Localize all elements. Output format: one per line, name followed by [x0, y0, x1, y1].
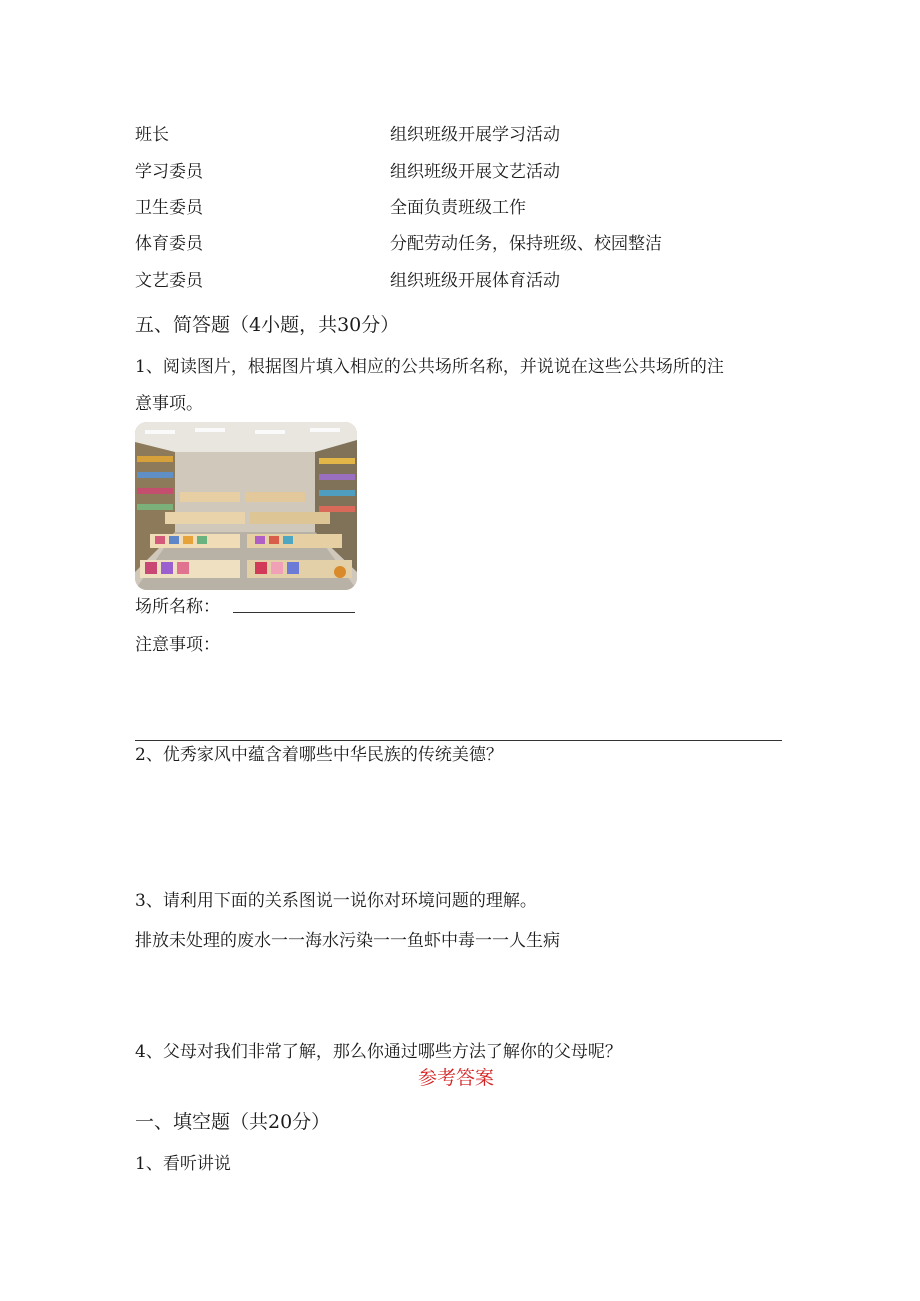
- answer-key-title: 参考答案: [417, 1067, 494, 1089]
- question-4-text: 4、父母对我们非常了解，那么你通过哪些方法了解你的父母呢？: [135, 1042, 622, 1062]
- question-1-text-cont: 意事项。: [135, 394, 203, 414]
- notes-label: 注意事项：: [135, 635, 220, 655]
- duty-label: 全面负责班级工作: [390, 198, 526, 218]
- role-label: 学习委员: [135, 162, 203, 182]
- role-label: 班长: [135, 125, 169, 145]
- answer-item-1: 1、看听讲说: [135, 1154, 231, 1174]
- answer-line: [135, 740, 782, 741]
- bookstore-photo: [135, 422, 357, 590]
- answer-section-title: 一、填空题（共20分）: [135, 1111, 331, 1133]
- question-1-text: 1、阅读图片，根据图片填入相应的公共场所名称，并说说在这些公共场所的注: [135, 357, 724, 377]
- question-3-text: 3、请利用下面的关系图说一说你对环境问题的理解。: [135, 891, 537, 911]
- duty-label: 组织班级开展体育活动: [390, 271, 560, 291]
- duty-label: 分配劳动任务，保持班级、校园整洁: [390, 234, 662, 254]
- role-label: 卫生委员: [135, 198, 203, 218]
- section-title: 五、简答题（4小题，共30分）: [135, 314, 400, 336]
- question-3-chain: 排放未处理的废水一一海水污染一一鱼虾中毒一一人生病: [135, 931, 560, 951]
- role-label: 体育委员: [135, 234, 203, 254]
- duty-label: 组织班级开展文艺活动: [390, 162, 560, 182]
- role-label: 文艺委员: [135, 271, 203, 291]
- question-2-text: 2、优秀家风中蕴含着哪些中华民族的传统美德？: [135, 745, 503, 765]
- place-name-blank[interactable]: [233, 612, 355, 613]
- place-name-label: 场所名称：: [135, 597, 220, 617]
- duty-label: 组织班级开展学习活动: [390, 125, 560, 145]
